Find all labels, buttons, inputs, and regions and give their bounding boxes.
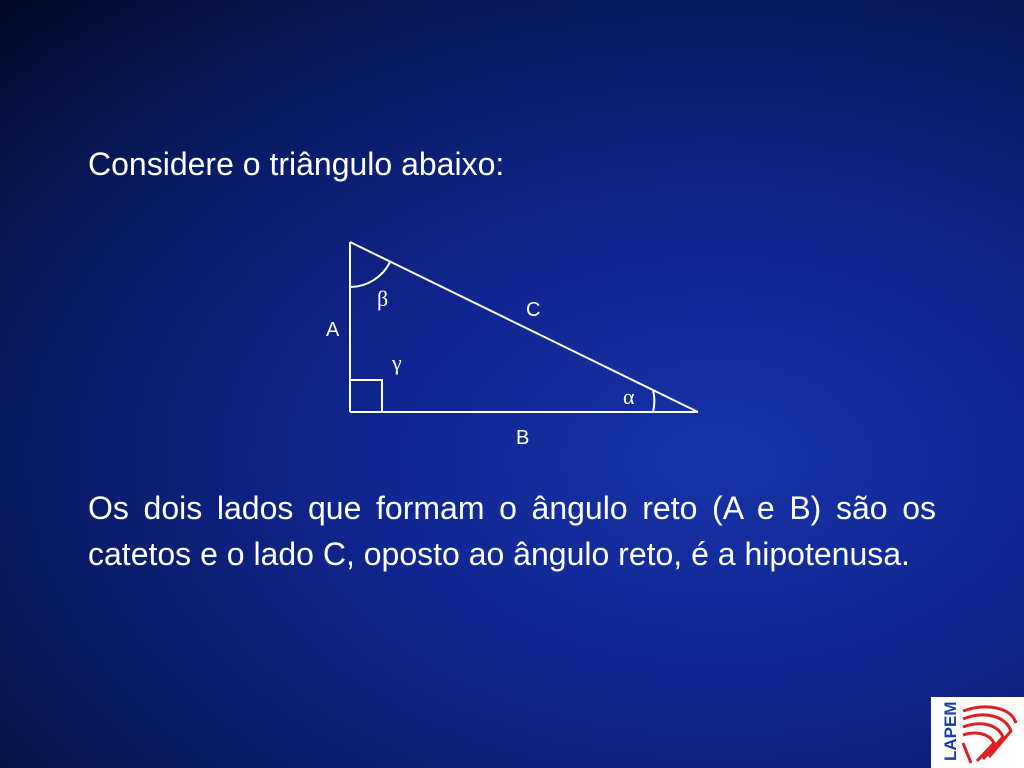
intro-text: Considere o triângulo abaixo: <box>88 146 505 182</box>
logo-text: LAPEM <box>941 701 960 761</box>
lapem-logo <box>931 697 1024 768</box>
beta-label: β <box>377 286 389 311</box>
side-c-label: C <box>526 299 541 321</box>
logo-swoosh <box>963 707 1016 763</box>
alpha-arc <box>653 390 654 412</box>
alpha-label: α <box>623 384 635 409</box>
triangle-figure <box>300 225 720 455</box>
side-b-label: B <box>516 427 530 449</box>
body-text: Os dois lados que formam o ângulo reto (A e B) são os catetos e o lado C, oposto ao ângulo reto, é a hipotenusa. <box>88 490 936 572</box>
lapem-logo-graphic <box>931 697 1024 768</box>
right-angle-marker <box>350 380 382 412</box>
side-a-label: A <box>326 319 340 341</box>
side-c-line <box>350 242 698 412</box>
triangle-diagram <box>300 225 720 455</box>
gamma-label: γ <box>392 350 402 375</box>
beta-arc <box>350 262 390 287</box>
